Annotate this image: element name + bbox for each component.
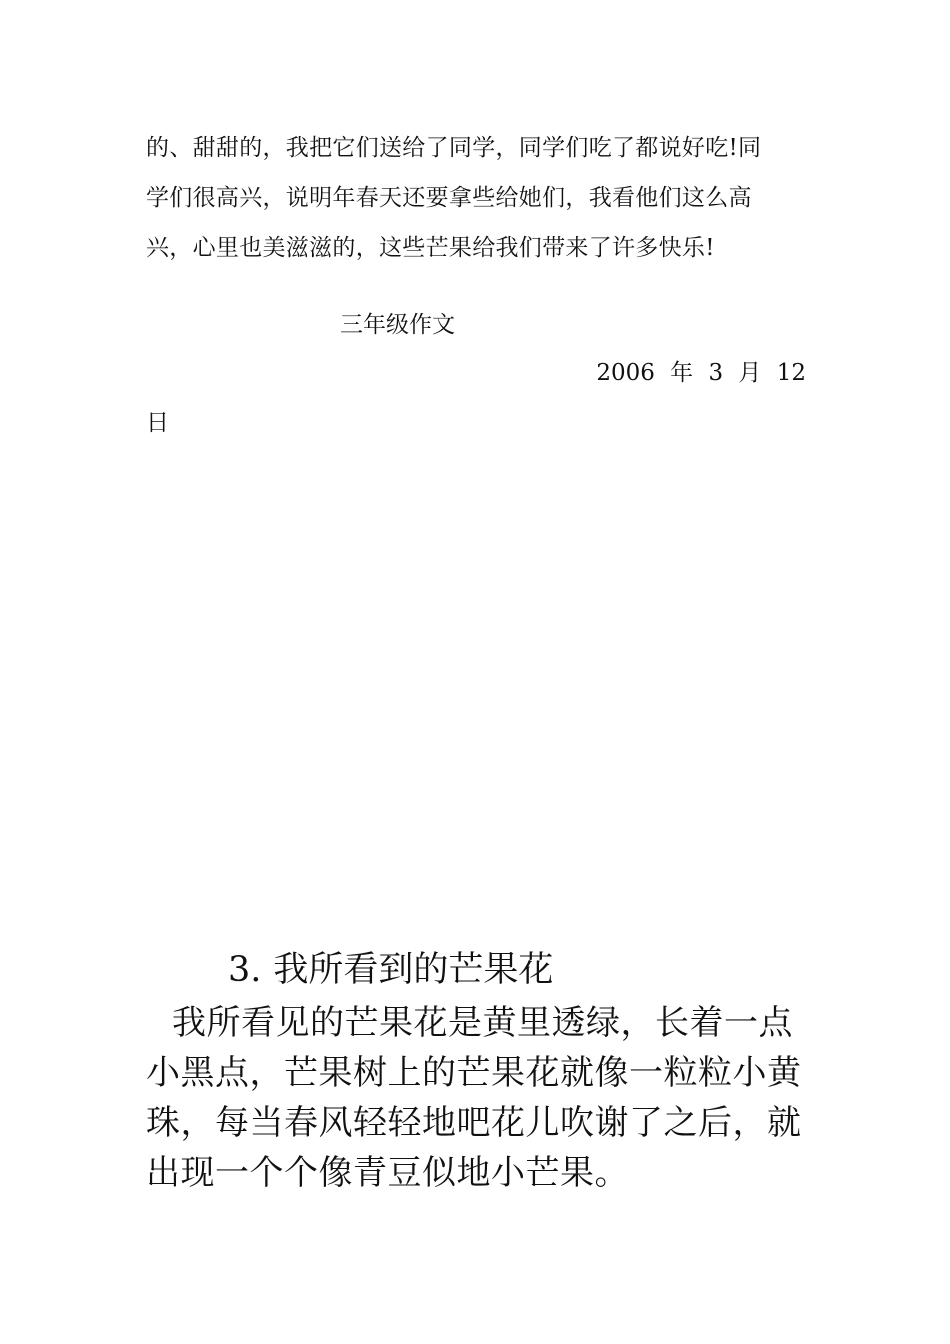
essay-line-2: 小黑点，芒果树上的芒果花就像一粒粒小黄	[146, 1053, 802, 1093]
essay-line-4: 出现一个个像青豆似地小芒果。	[146, 1153, 629, 1193]
paragraph-line-3: 兴，心里也美滋滋的，这些芒果给我们带来了许多快乐!	[146, 235, 715, 261]
paragraph-line-2: 学们很高兴，说明年春天还要拿些给她们，我看他们这么高	[146, 185, 752, 211]
essay-line-3: 珠，每当春风轻轻地吧花儿吹谢了之后，就	[146, 1103, 802, 1143]
essay-signature: 三年级作文	[340, 312, 455, 338]
essay-date-day: 日	[146, 410, 169, 436]
essay-line-1: 我所看见的芒果花是黄里透绿，长着一点	[172, 1003, 793, 1043]
essay-number: 3.	[228, 950, 262, 990]
essay-date: 2006 年 3 月 12	[596, 360, 806, 386]
essay-title: 我所看到的芒果花	[273, 950, 554, 990]
essay-heading	[228, 947, 553, 993]
paragraph-line-1: 的、甜甜的，我把它们送给了同学，同学们吃了都说好吃!同	[146, 135, 762, 161]
